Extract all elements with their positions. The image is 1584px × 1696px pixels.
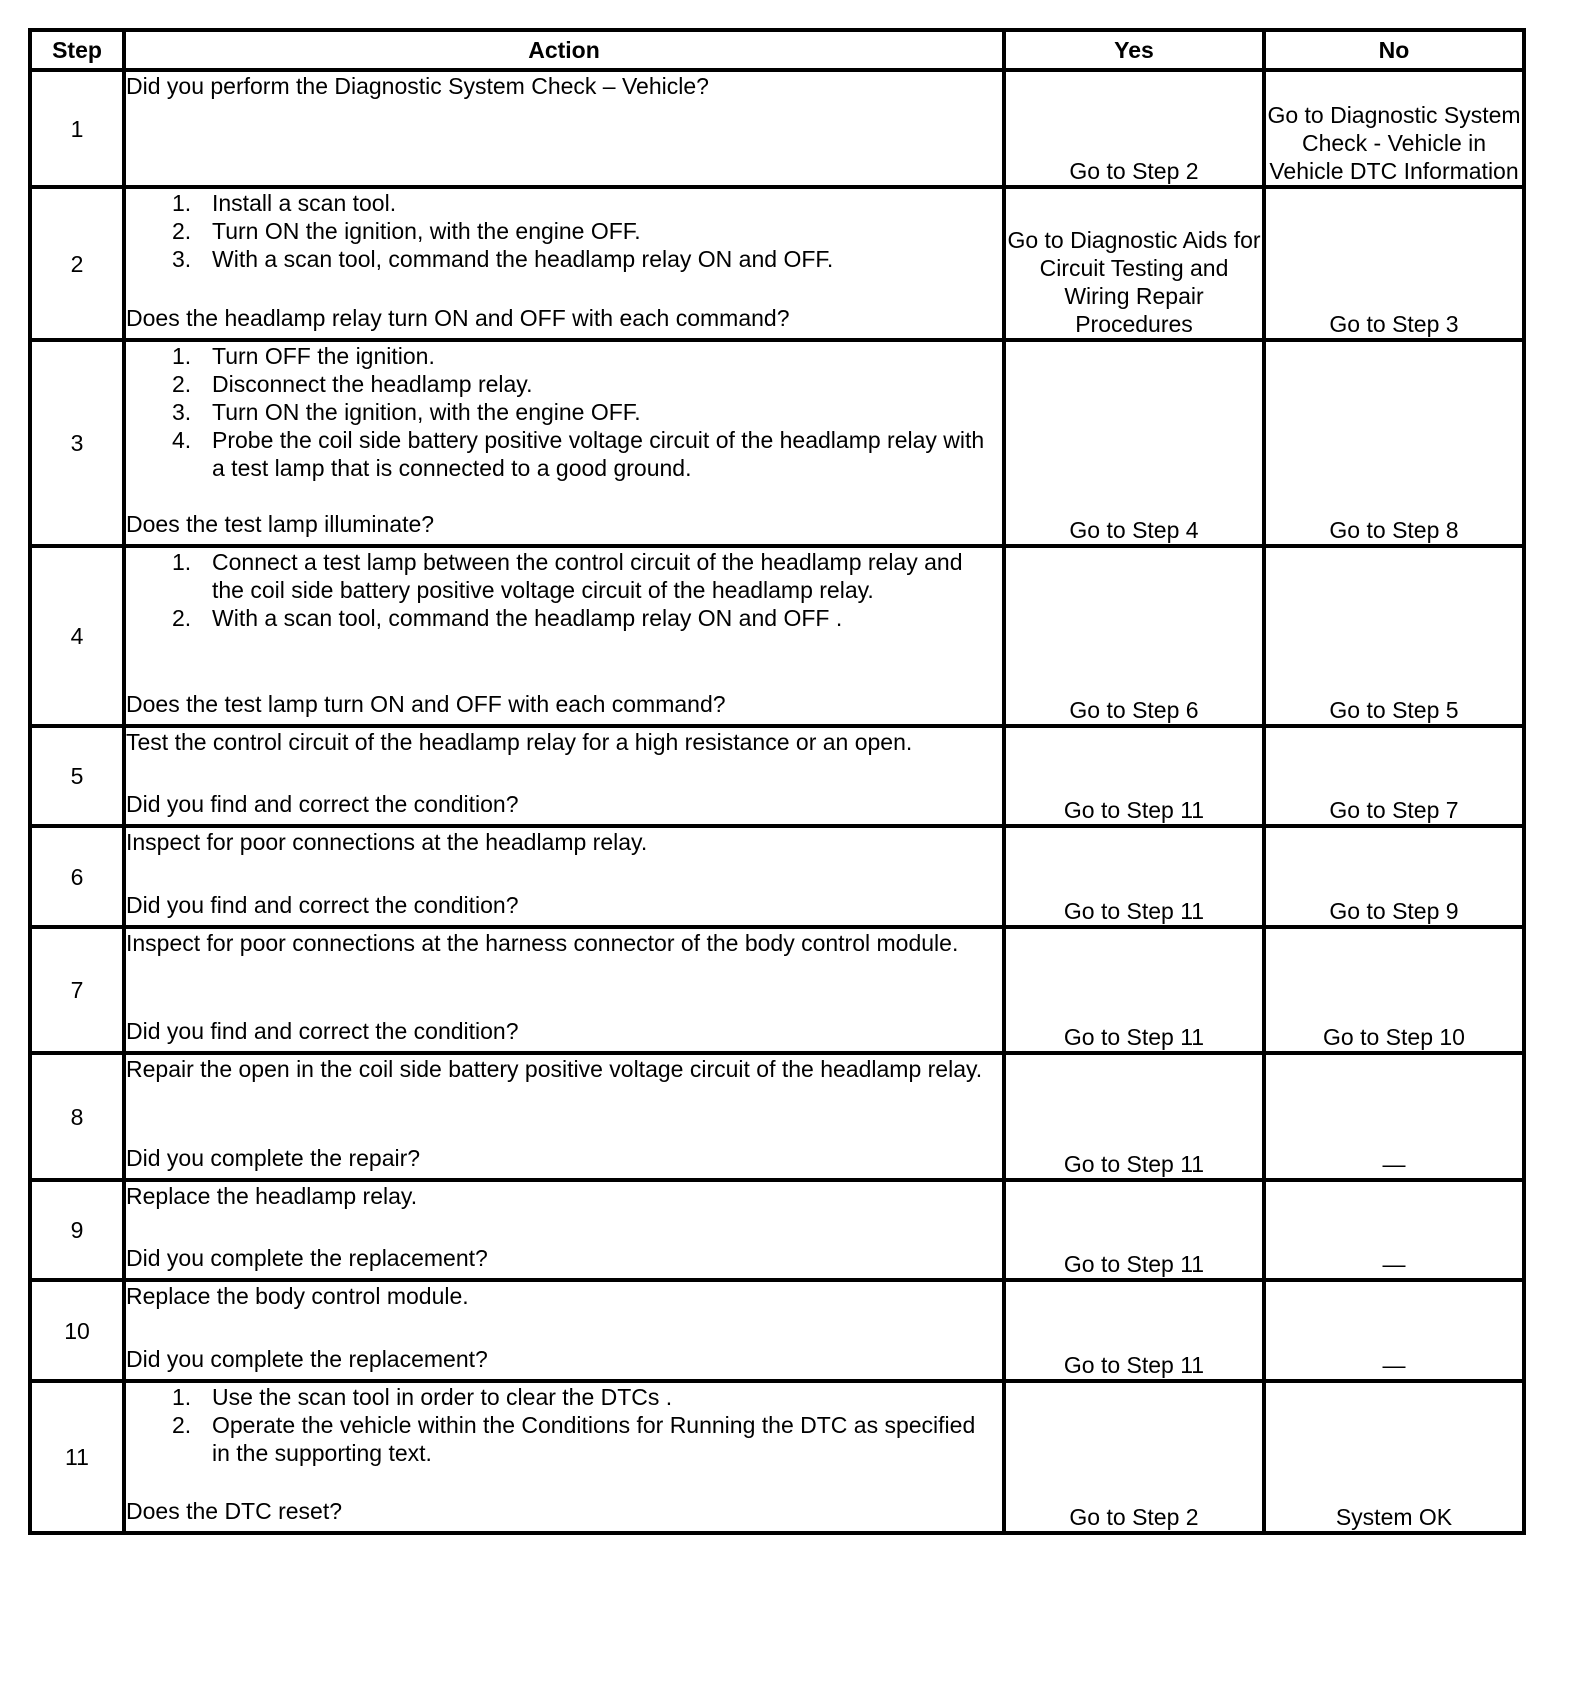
substep-item — [126, 342, 1002, 370]
substep-item — [126, 1411, 1002, 1467]
action-intro-text: Replace the body control module. — [126, 1283, 469, 1309]
no-outcome: — — [1264, 1180, 1524, 1280]
substep-item — [126, 245, 1002, 273]
action-question: Did you complete the repair? — [126, 1145, 421, 1171]
substep-number: 2. — [172, 1412, 192, 1438]
document-page — [28, 28, 1526, 1535]
step-number: 4 — [30, 546, 124, 726]
action-instructions — [126, 728, 1002, 756]
table-row — [30, 187, 1524, 340]
diagnostic-table — [28, 28, 1526, 1535]
action-instructions — [126, 1383, 1002, 1467]
yes-outcome: Go to Step 4 — [1004, 340, 1264, 546]
step-number: 6 — [30, 826, 124, 927]
no-outcome: — — [1264, 1280, 1524, 1381]
substep-item — [126, 189, 1002, 217]
substep-number: 1. — [172, 343, 192, 369]
substep-number: 1. — [172, 190, 192, 216]
no-outcome: — — [1264, 1053, 1524, 1180]
table-row — [30, 1180, 1524, 1280]
action-question: Did you complete the replacement? — [126, 1346, 488, 1372]
no-outcome: System OK — [1264, 1381, 1524, 1533]
substep-text: With a scan tool, command the headlamp relay ON and OFF. — [212, 246, 834, 272]
step-number: 5 — [30, 726, 124, 826]
substep-text: Turn ON the ignition, with the engine OFF. — [212, 399, 641, 425]
action-cell — [124, 70, 1004, 187]
step-number: 8 — [30, 1053, 124, 1180]
step-number: 2 — [30, 187, 124, 340]
substep-text: With a scan tool, command the headlamp relay ON and OFF . — [212, 605, 843, 631]
substep-number: 3. — [172, 246, 192, 272]
action-content — [126, 828, 1002, 921]
substep-number: 1. — [172, 1384, 192, 1410]
action-cell — [124, 726, 1004, 826]
step-number: 1 — [30, 70, 124, 187]
action-instructions — [126, 1055, 1002, 1083]
table-row — [30, 1280, 1524, 1381]
substep-item — [126, 217, 1002, 245]
action-question: Did you complete the replacement? — [126, 1245, 488, 1271]
yes-outcome: Go to Step 11 — [1004, 1280, 1264, 1381]
action-instructions — [126, 929, 1002, 957]
action-cell — [124, 546, 1004, 726]
substep-list — [126, 342, 1002, 482]
action-instructions — [126, 1182, 1002, 1210]
substep-text: Operate the vehicle within the Conditions for Running the DTC as specified in the supporting text. — [212, 1412, 976, 1466]
table-row — [30, 726, 1524, 826]
action-intro-text: Replace the headlamp relay. — [126, 1183, 418, 1209]
action-cell — [124, 1053, 1004, 1180]
action-content — [126, 1383, 1002, 1527]
action-cell — [124, 340, 1004, 546]
action-instructions — [126, 342, 1002, 482]
step-number: 3 — [30, 340, 124, 546]
substep-text: Connect a test lamp between the control circuit of the headlamp relay and the coil side battery positive voltage circuit of the headlamp relay. — [212, 549, 963, 603]
action-question: Did you find and correct the condition? — [126, 892, 519, 918]
action-content — [126, 1182, 1002, 1274]
action-instructions — [126, 1282, 1002, 1310]
yes-outcome: Go to Step 11 — [1004, 1180, 1264, 1280]
no-outcome: Go to Step 3 — [1264, 187, 1524, 340]
action-instructions — [126, 548, 1002, 632]
action-instructions — [126, 189, 1002, 273]
action-question: Does the test lamp illuminate? — [126, 511, 435, 537]
substep-number: 2. — [172, 605, 192, 631]
substep-list — [126, 548, 1002, 632]
substep-list — [126, 1383, 1002, 1467]
action-content — [126, 1055, 1002, 1174]
action-intro-text: Did you perform the Diagnostic System Check – Vehicle? — [126, 73, 709, 99]
action-question: Does the headlamp relay turn ON and OFF with each command? — [126, 305, 790, 331]
step-number: 10 — [30, 1280, 124, 1381]
action-instructions — [126, 72, 1002, 100]
substep-text: Turn OFF the ignition. — [212, 343, 435, 369]
action-cell — [124, 187, 1004, 340]
step-number: 9 — [30, 1180, 124, 1280]
no-outcome: Go to Step 8 — [1264, 340, 1524, 546]
yes-outcome: Go to Step 2 — [1004, 70, 1264, 187]
action-instructions — [126, 828, 1002, 856]
substep-text: Probe the coil side battery positive voltage circuit of the headlamp relay with a test lamp that is connected to a good ground. — [212, 427, 985, 481]
substep-list — [126, 189, 1002, 273]
action-cell — [124, 826, 1004, 927]
substep-number: 2. — [172, 371, 192, 397]
no-outcome: Go to Diagnostic System Check - Vehicle in Vehicle DTC Information — [1264, 70, 1524, 187]
no-outcome: Go to Step 10 — [1264, 927, 1524, 1053]
substep-item — [126, 370, 1002, 398]
substep-text: Turn ON the ignition, with the engine OFF. — [212, 218, 641, 244]
substep-item — [126, 604, 1002, 632]
header-yes: Yes — [1004, 30, 1264, 70]
substep-text: Use the scan tool in order to clear the DTCs . — [212, 1384, 673, 1410]
table-row — [30, 1381, 1524, 1533]
substep-item — [126, 1383, 1002, 1411]
action-intro-text: Inspect for poor connections at the headlamp relay. — [126, 829, 648, 855]
table-header — [30, 30, 1524, 70]
yes-outcome: Go to Step 11 — [1004, 1053, 1264, 1180]
substep-number: 1. — [172, 549, 192, 575]
table-row — [30, 826, 1524, 927]
table-row — [30, 70, 1524, 187]
table-row — [30, 340, 1524, 546]
table-row — [30, 927, 1524, 1053]
no-outcome: Go to Step 7 — [1264, 726, 1524, 826]
substep-item — [126, 548, 1002, 604]
substep-text: Install a scan tool. — [212, 190, 397, 216]
substep-item — [126, 398, 1002, 426]
yes-outcome: Go to Step 2 — [1004, 1381, 1264, 1533]
header-row — [30, 30, 1524, 70]
action-question: Did you find and correct the condition? — [126, 791, 519, 817]
no-outcome: Go to Step 9 — [1264, 826, 1524, 927]
yes-outcome: Go to Step 11 — [1004, 927, 1264, 1053]
step-number: 7 — [30, 927, 124, 1053]
yes-outcome: Go to Diagnostic Aids for Circuit Testing and Wiring Repair Procedures — [1004, 187, 1264, 340]
table-body — [30, 70, 1524, 1533]
table-row — [30, 546, 1524, 726]
substep-number: 3. — [172, 399, 192, 425]
action-content — [126, 72, 1002, 181]
action-question: Did you find and correct the condition? — [126, 1018, 519, 1044]
substep-number: 4. — [172, 427, 192, 453]
substep-text: Disconnect the headlamp relay. — [212, 371, 533, 397]
header-no: No — [1264, 30, 1524, 70]
action-content — [126, 728, 1002, 820]
header-action: Action — [124, 30, 1004, 70]
header-step: Step — [30, 30, 124, 70]
substep-number: 2. — [172, 218, 192, 244]
step-number: 11 — [30, 1381, 124, 1533]
action-cell — [124, 927, 1004, 1053]
yes-outcome: Go to Step 11 — [1004, 726, 1264, 826]
action-content — [126, 342, 1002, 540]
table-row — [30, 1053, 1524, 1180]
yes-outcome: Go to Step 6 — [1004, 546, 1264, 726]
action-content — [126, 548, 1002, 720]
action-question: Does the DTC reset? — [126, 1498, 343, 1524]
action-cell — [124, 1280, 1004, 1381]
yes-outcome: Go to Step 11 — [1004, 826, 1264, 927]
action-question: Does the test lamp turn ON and OFF with each command? — [126, 691, 726, 717]
action-cell — [124, 1180, 1004, 1280]
action-intro-text: Inspect for poor connections at the harness connector of the body control module. — [126, 930, 959, 956]
action-content — [126, 189, 1002, 334]
substep-item — [126, 426, 1002, 482]
action-intro-text: Test the control circuit of the headlamp relay for a high resistance or an open. — [126, 729, 913, 755]
no-outcome: Go to Step 5 — [1264, 546, 1524, 726]
action-content — [126, 929, 1002, 1047]
action-content — [126, 1282, 1002, 1375]
action-intro-text: Repair the open in the coil side battery positive voltage circuit of the headlamp relay. — [126, 1056, 983, 1082]
action-cell — [124, 1381, 1004, 1533]
